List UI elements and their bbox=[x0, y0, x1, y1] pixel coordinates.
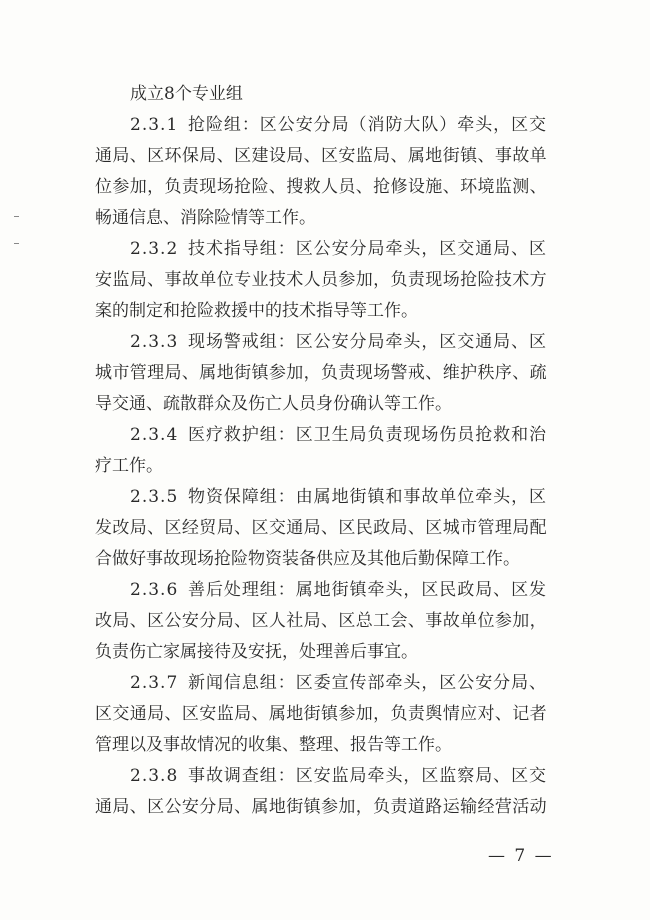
paragraph-line bbox=[95, 606, 547, 637]
section-number: 2.3.4 bbox=[130, 425, 179, 445]
paragraph-first-line bbox=[95, 761, 547, 792]
paragraph-line bbox=[95, 358, 547, 389]
paragraph-line bbox=[95, 544, 547, 575]
line-text: 新闻信息组：区委宣传部牵头，区公安分局、 bbox=[188, 673, 547, 693]
paragraph-line bbox=[95, 730, 547, 761]
line-text: 位参加，负责现场抢险、搜救人员、抢修设施、环境监测、 bbox=[95, 177, 547, 197]
paragraph-line bbox=[95, 513, 547, 544]
document-body bbox=[95, 79, 547, 823]
line-text: 抢险组：区公安分局（消防大队）牵头，区交 bbox=[188, 115, 547, 135]
line-text: 区交通局、区安监局、属地街镇参加，负责舆情应对、记者 bbox=[95, 704, 547, 724]
line-text: 成立8个专业组 bbox=[130, 84, 243, 104]
line-text: 善后处理组：属地街镇牵头，区民政局、区发 bbox=[188, 580, 547, 600]
line-text: 医疗救护组：区卫生局负责现场伤员抢救和治 bbox=[188, 425, 547, 445]
paragraph-first-line bbox=[95, 482, 547, 513]
paragraph-first-line bbox=[95, 668, 547, 699]
line-text: 负责伤亡家属接待及安抚，处理善后事宜。 bbox=[95, 642, 418, 662]
section-number: 2.3.1 bbox=[130, 115, 179, 135]
section-number: 2.3.5 bbox=[130, 487, 179, 507]
paragraph-line bbox=[95, 265, 547, 296]
paragraph-first-line bbox=[95, 234, 547, 265]
paragraph-first-line bbox=[95, 575, 547, 606]
scan-mark bbox=[14, 216, 19, 217]
line-text: 发改局、区经贸局、区交通局、区民政局、区城市管理局配 bbox=[95, 518, 547, 538]
paragraph-line bbox=[95, 203, 547, 234]
line-text: 案的制定和抢险救援中的技术指导等工作。 bbox=[95, 301, 418, 321]
line-text: 现场警戒组：区公安分局牵头，区交通局、区 bbox=[188, 332, 547, 352]
paragraph-first-line bbox=[95, 79, 547, 110]
paragraph-line bbox=[95, 792, 547, 823]
paragraph-first-line bbox=[95, 420, 547, 451]
line-text: 畅通信息、消除险情等工作。 bbox=[95, 208, 316, 228]
paragraph-line bbox=[95, 296, 547, 327]
section-number: 2.3.7 bbox=[130, 673, 179, 693]
paragraph-line bbox=[95, 172, 547, 203]
line-text: 安监局、事故单位专业技术人员参加，负责现场抢险技术方 bbox=[95, 270, 547, 290]
line-text: 事故调查组：区安监局牵头，区监察局、区交 bbox=[188, 766, 547, 786]
paragraph-first-line bbox=[95, 327, 547, 358]
page-number: — 7 — bbox=[488, 846, 554, 866]
paragraph-line bbox=[95, 699, 547, 730]
line-text: 通局、区公安分局、属地街镇参加，负责道路运输经营活动 bbox=[95, 797, 547, 817]
paragraph-line bbox=[95, 637, 547, 668]
line-text: 物资保障组：由属地街镇和事故单位牵头，区 bbox=[188, 487, 547, 507]
section-number: 2.3.8 bbox=[130, 766, 179, 786]
section-number: 2.3.2 bbox=[130, 239, 179, 259]
line-text: 管理以及事故情况的收集、整理、报告等工作。 bbox=[95, 735, 452, 755]
paragraph-first-line bbox=[95, 110, 547, 141]
scan-mark bbox=[14, 243, 19, 244]
line-text: 城市管理局、属地街镇参加，负责现场警戒、维护秩序、疏 bbox=[95, 363, 547, 383]
line-text: 疗工作。 bbox=[95, 456, 163, 476]
paragraph-line bbox=[95, 389, 547, 420]
paragraph-line bbox=[95, 141, 547, 172]
section-number: 2.3.6 bbox=[130, 580, 179, 600]
line-text: 导交通、疏散群众及伤亡人员身份确认等工作。 bbox=[95, 394, 452, 414]
paragraph-line bbox=[95, 451, 547, 482]
section-number: 2.3.3 bbox=[130, 332, 179, 352]
line-text: 合做好事故现场抢险物资装备供应及其他后勤保障工作。 bbox=[95, 549, 520, 569]
line-text: 改局、区公安分局、区人社局、区总工会、事故单位参加， bbox=[95, 611, 547, 631]
line-text: 通局、区环保局、区建设局、区安监局、属地街镇、事故单 bbox=[95, 146, 547, 166]
line-text: 技术指导组：区公安分局牵头，区交通局、区 bbox=[188, 239, 547, 259]
